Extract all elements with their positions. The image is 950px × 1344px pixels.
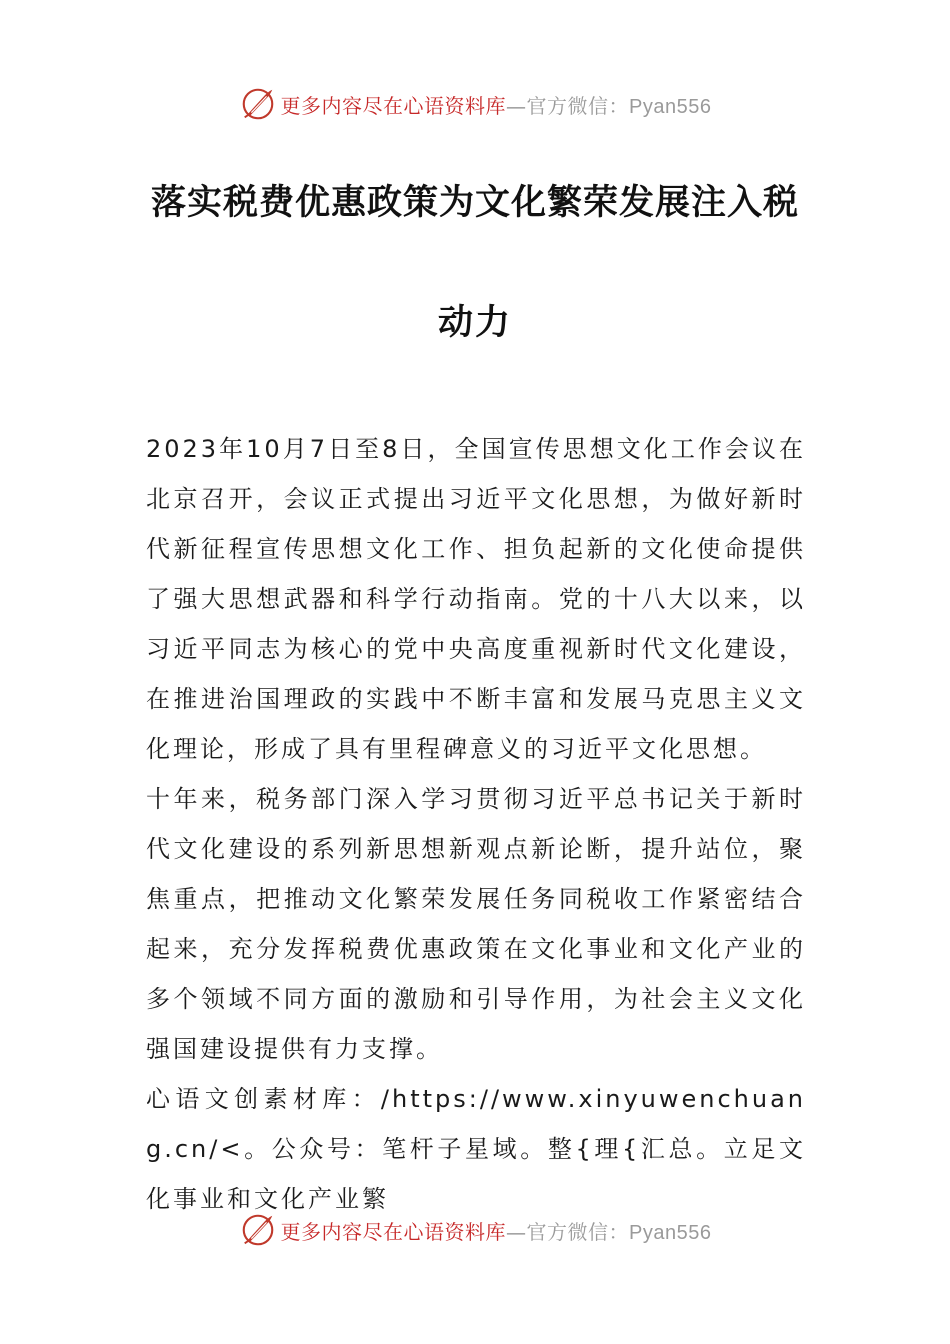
quill-pen-logo-icon [239, 85, 277, 123]
paragraph: 2023年10月7日至8日，全国宣传思想文化工作会议在北京召开，会议正式提出习近平文化思想，为做好新时代新征程宣传思想文化工作、担负起新的文化使命提供了强大思想武器和科学行动指南。党的十八大以来，以习近平同志为核心的党中央高度重视新时代文化建设，在推进治国理政的实践中不断丰富和发展马克思主义文化理论，形成了具有里程碑意义的习近平文化思想。 [146, 435, 806, 763]
document-body [146, 424, 806, 1224]
banner-site-text: 更多内容尽在心语资料库 [280, 1219, 507, 1244]
banner-text [281, 1216, 712, 1245]
banner-wechat-label: 官方微信： [526, 1219, 630, 1244]
paragraph: 心语文创素材库：/https://www.xinyuwenchuang.cn/<。公众号：笔杆子星域。整{理{汇总。立足文化事业和文化产业繁 [146, 1085, 806, 1213]
paragraph: 十年来，税务部门深入学习贯彻习近平总书记关于新时代文化建设的系列新思想新观点新论断，提升站位，聚焦重点，把推动文化繁荣发展任务同税收工作紧密结合起来，充分发挥税费优惠政策在文化事业和文化产业的多个领域不同方面的激励和引导作用，为社会主义文化强国建设提供有力支撑。 [146, 785, 806, 1063]
banner-wechat-id: Pyan556 [629, 1221, 712, 1244]
document-title-line-1: 落实税费优惠政策为文化繁荣发展注入税 [150, 182, 799, 223]
header-banner [0, 82, 950, 126]
banner-dash: — [506, 93, 527, 118]
quill-pen-logo-icon [239, 1211, 277, 1249]
footer-banner [0, 1208, 950, 1252]
document-title-line-2: 动力 [437, 302, 512, 343]
banner-dash: — [506, 1219, 527, 1244]
banner-wechat-label: 官方微信： [526, 93, 630, 118]
banner-text [281, 90, 712, 119]
banner-site-text: 更多内容尽在心语资料库 [280, 93, 507, 118]
banner-wechat-id: Pyan556 [629, 95, 712, 118]
